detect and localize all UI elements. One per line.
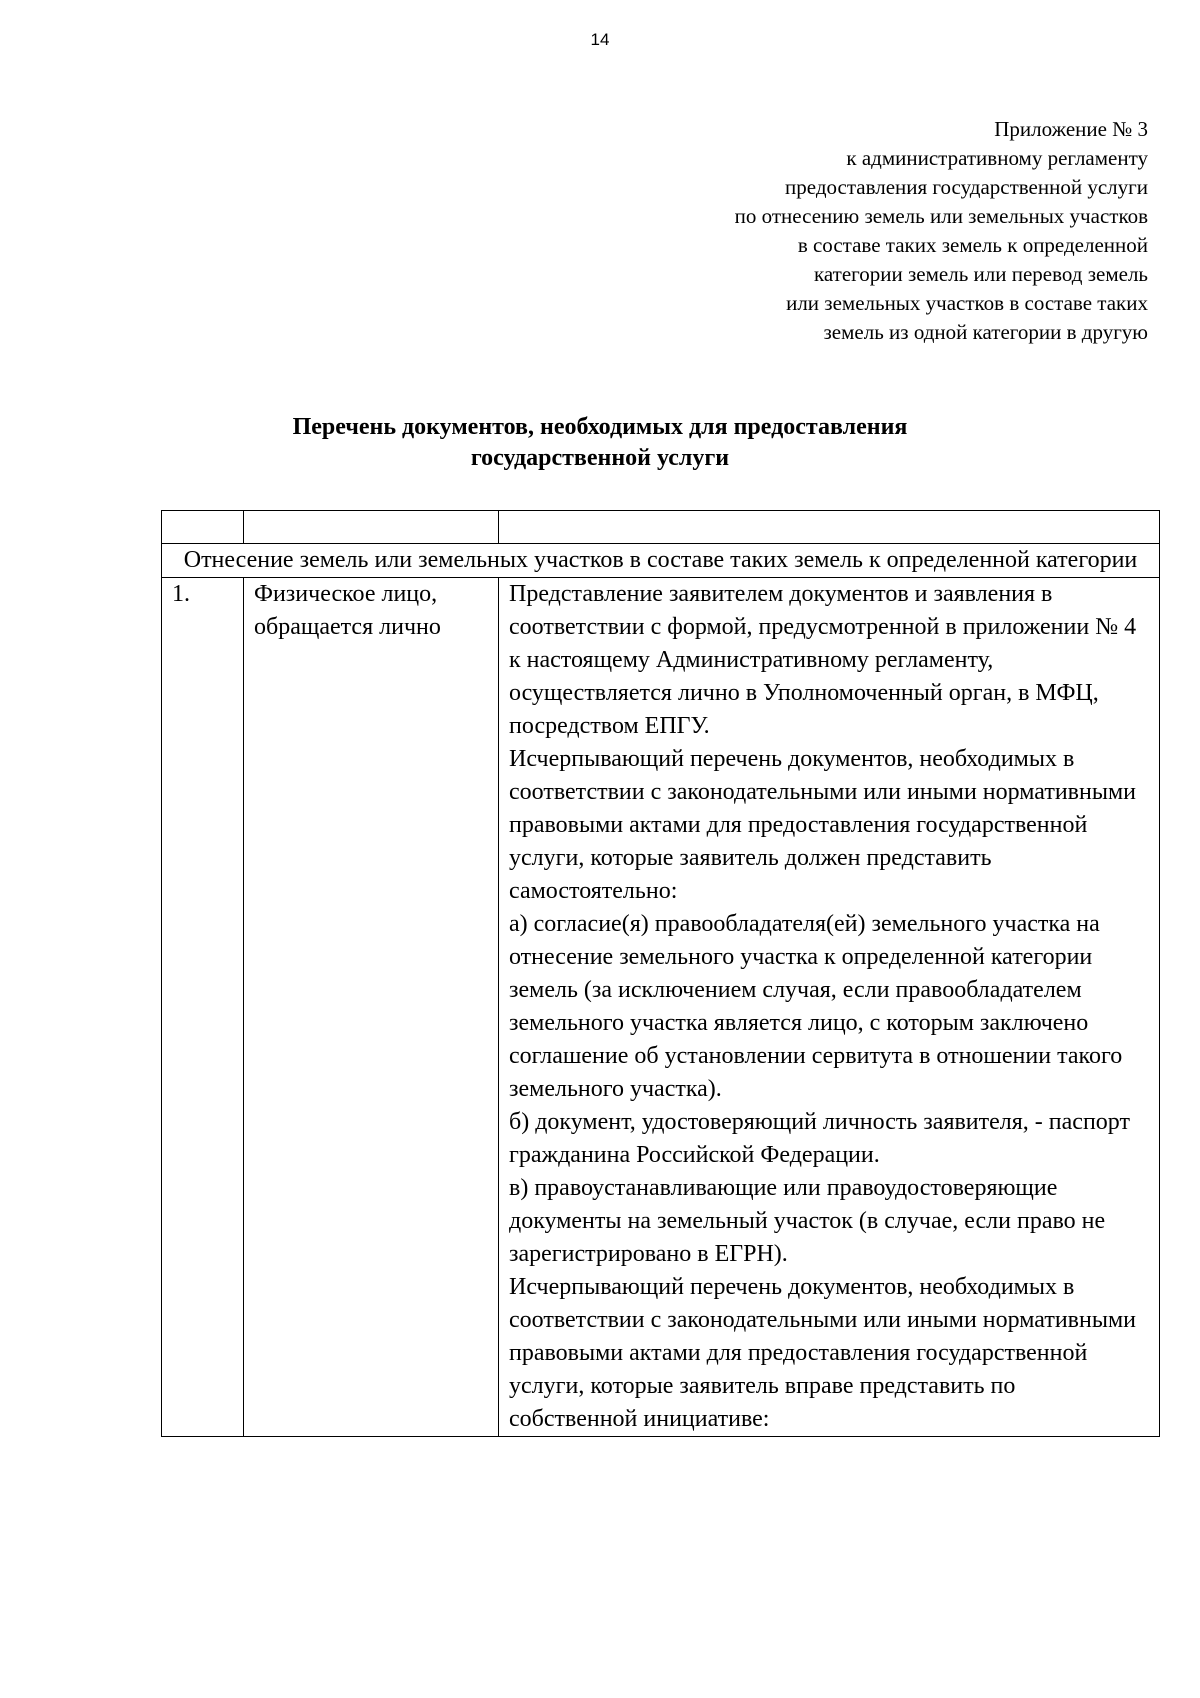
appendix-line: земель из одной категории в другую (823, 320, 1148, 344)
table-header-cell (499, 511, 1160, 544)
section-row (162, 544, 1160, 578)
requirements-text (499, 578, 1160, 1437)
table-header-cell (244, 511, 499, 544)
requirements-paragraph: а) согласие(я) правообладателя(ей) земельного участка на отнесение земельного участка к определенной категории земель (за исключением случая, если правообладателем земельного участка является лицо, с которым заключено соглашение об установлении сервитута в отношении такого земельного участка). (509, 911, 1123, 1102)
section-heading: Отнесение земель или земельных участков в составе таких земель к определенной категории (162, 544, 1160, 578)
appendix-line: категории земель или перевод земель (814, 262, 1148, 286)
appendix-header (735, 115, 1148, 347)
appendix-line: Приложение № 3 (994, 117, 1148, 141)
row-number: 1. (162, 578, 244, 1437)
appendix-line: по отнесению земель или земельных участков (734, 204, 1148, 228)
document-title-line: Перечень документов, необходимых для предоставления (292, 414, 908, 440)
requirements-paragraph: Представление заявителем документов и заявления в соответствии с формой, предусмотренной в приложении № 4 к настоящему Административному регламенту, осуществляется лично в Уполномоченный орган, в МФЦ, посредством ЕПГУ. (509, 581, 1137, 739)
requirements-paragraph: Исчерпывающий перечень документов, необходимых в соответствии с законодательными или иными нормативными правовыми актами для предоставления государственной услуги, которые заявитель должен представить самостоятельно: (509, 746, 1136, 904)
table-header-cell (162, 511, 244, 544)
requirements-paragraph: б) документ, удостоверяющий личность заявителя, - паспорт гражданина Российской Федерации. (509, 1109, 1130, 1168)
appendix-line: в составе таких земель к определенной (797, 233, 1148, 257)
appendix-line: предоставления государственной услуги (785, 175, 1148, 199)
appendix-line: или земельных участков в составе таких (786, 291, 1148, 315)
document-title (0, 412, 1200, 474)
appendix-line: к административному регламенту (846, 146, 1148, 170)
table-row (162, 578, 1160, 1437)
document-title-line: государственной услуги (470, 445, 730, 471)
documents-table (161, 510, 1160, 1437)
requirements-paragraph: в) правоустанавливающие или правоудостоверяющие документы на земельный участок (в случае, если право не зарегистрировано в ЕГРН). (509, 1175, 1106, 1267)
page-number: 14 (590, 30, 610, 49)
requirements-paragraph: Исчерпывающий перечень документов, необходимых в соответствии с законодательными или иными нормативными правовыми актами для предоставления государственной услуги, которые заявитель вправе представить по собственной инициативе: (509, 1274, 1136, 1432)
table-header-row (162, 511, 1160, 544)
applicant-type: Физическое лицо, обращается лично (244, 578, 499, 1437)
